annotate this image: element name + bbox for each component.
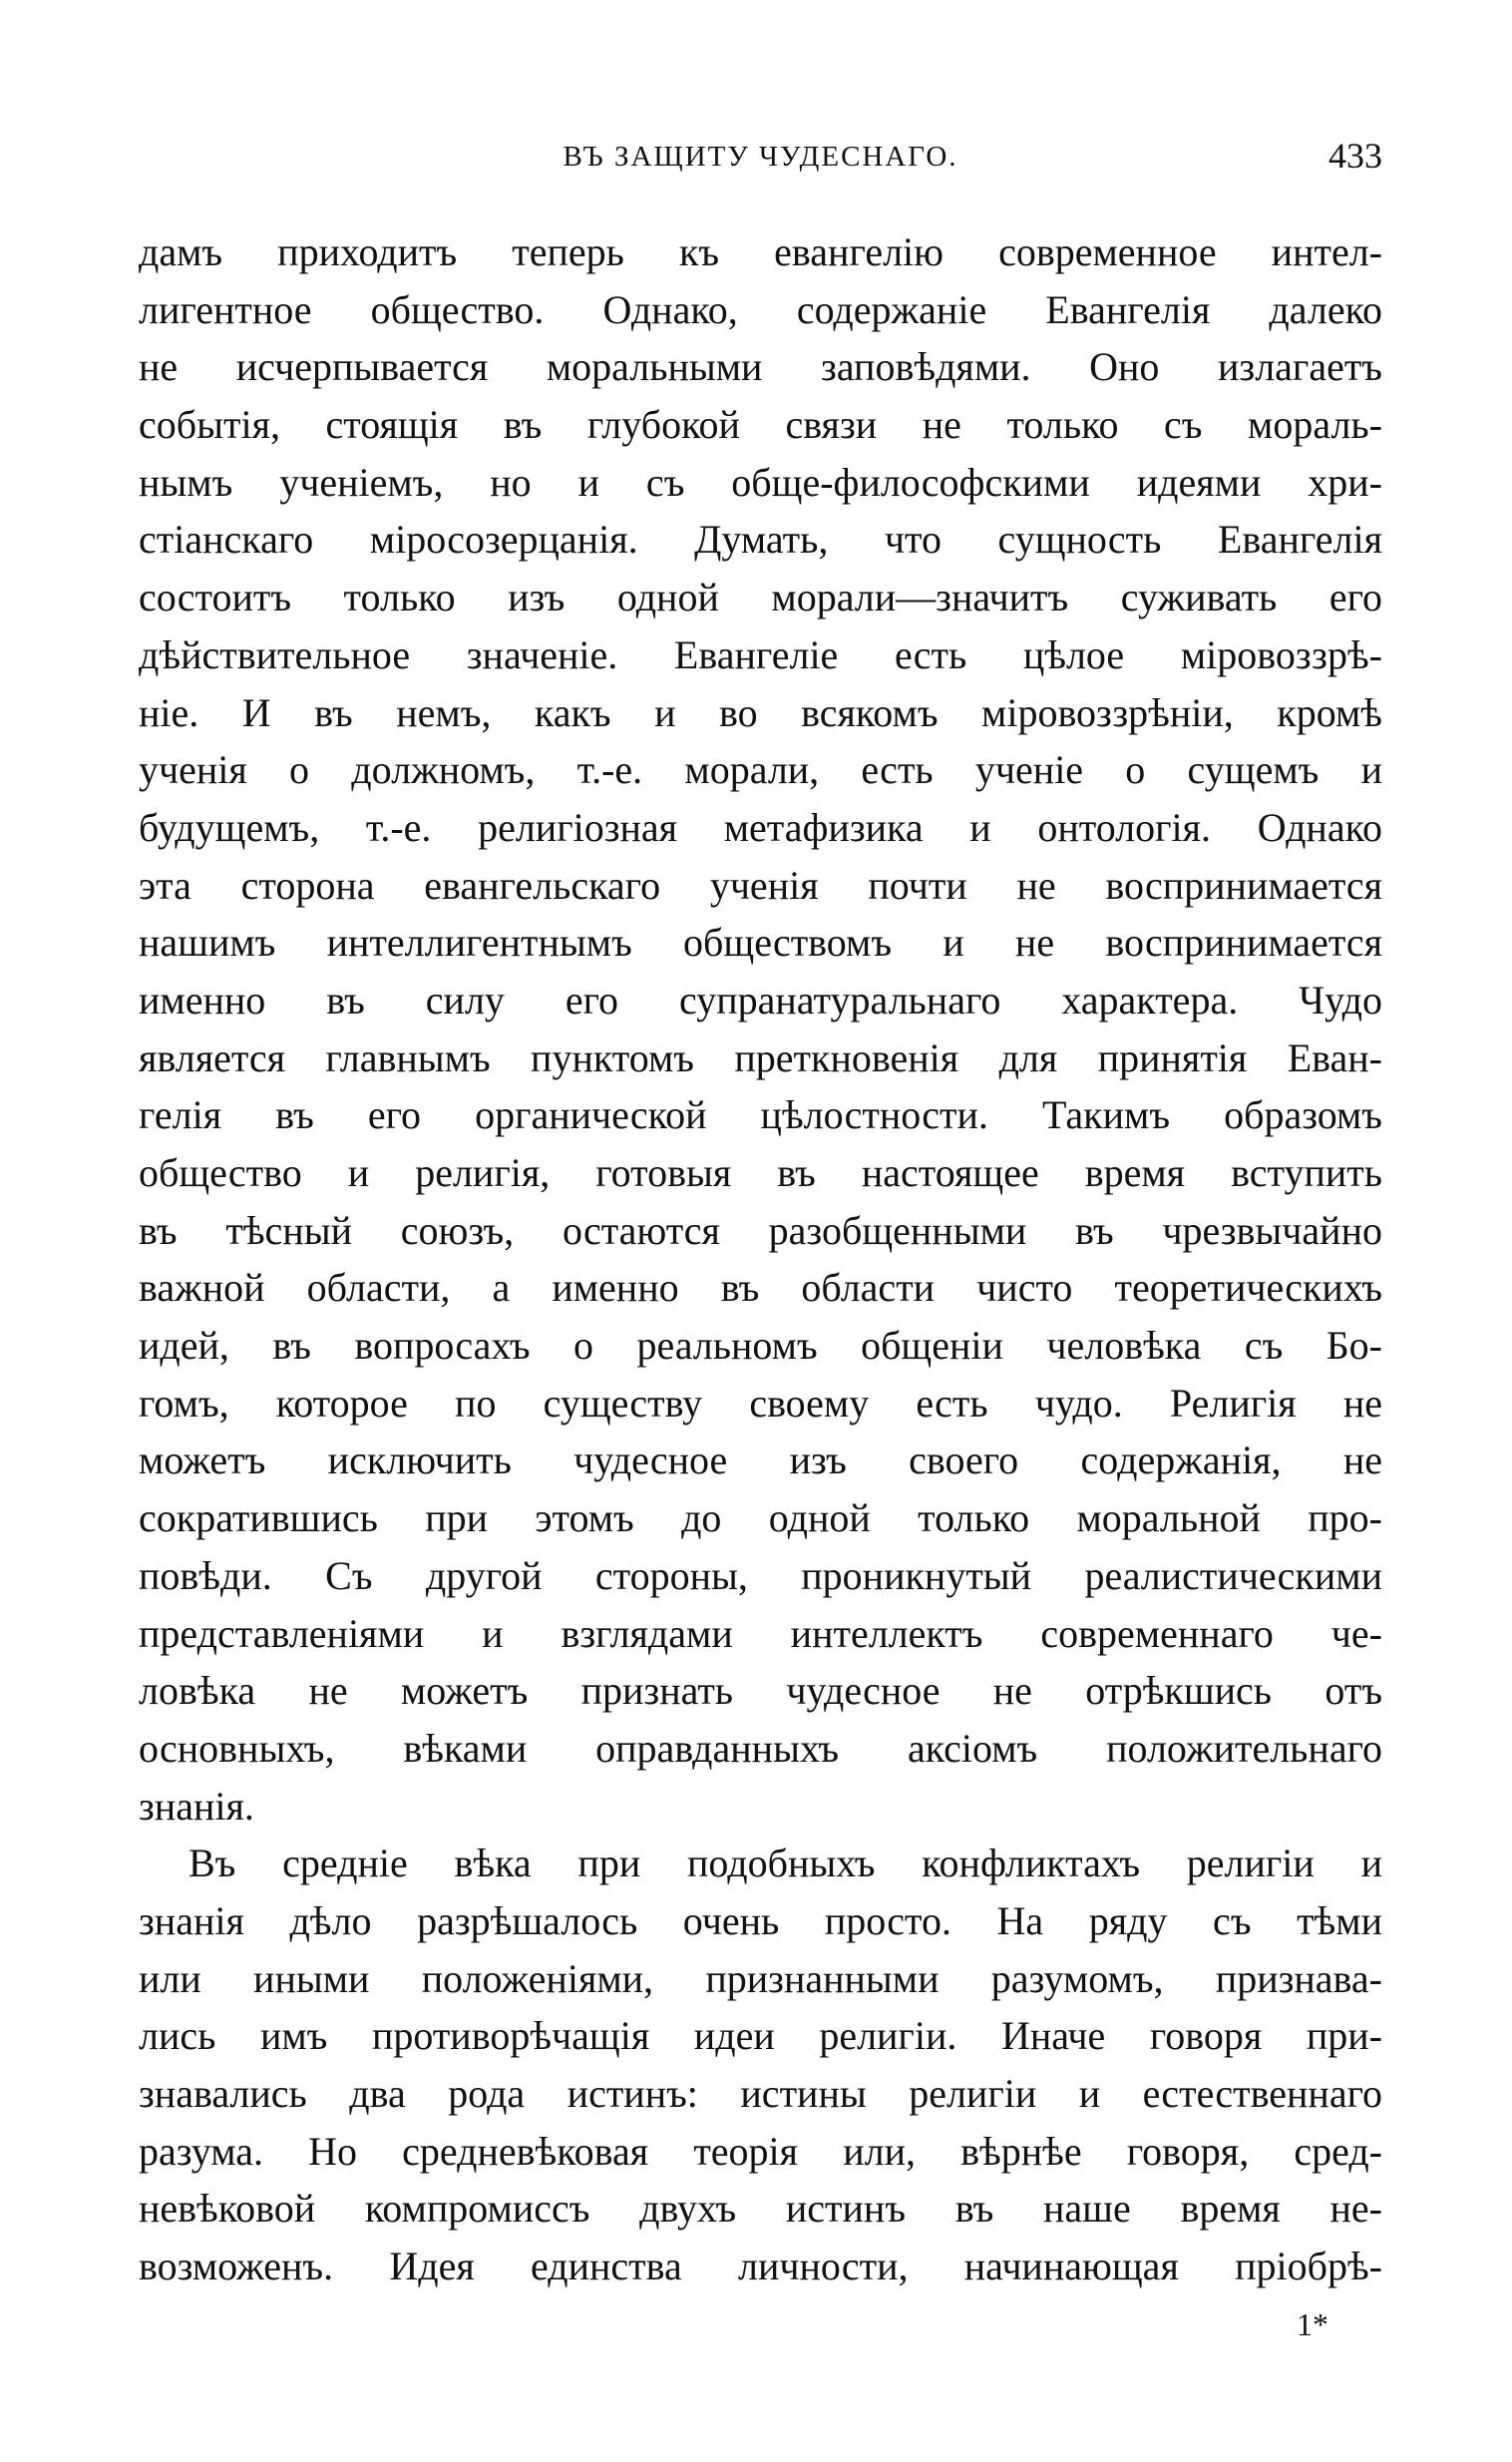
text-line: основныхъ, вѣками оправданныхъ аксіомъ положительнаго	[139, 1725, 1382, 1771]
text-line: знавались два рода истинъ: истины религіи и естественнаго	[139, 2071, 1382, 2116]
text-line: сократившись при этомъ до одной только моральной про-	[139, 1495, 1382, 1541]
page-body	[139, 223, 1382, 2295]
text-line: будущемъ, т.-е. религіозная метафизика и онтологія. Однако	[139, 804, 1382, 850]
text-line: знанія.	[139, 1783, 254, 1829]
text-line: ніе. И въ немъ, какъ и во всякомъ міровоззрѣніи, кромѣ	[139, 689, 1382, 735]
text-line: въ тѣсный союзъ, остаются разобщенными въ чрезвычайно	[139, 1207, 1382, 1253]
text-line: невѣковой компромиссъ двухъ истинъ въ наше время не-	[139, 2186, 1382, 2232]
text-line: является главнымъ пунктомъ преткновенія для принятія Еван-	[139, 1034, 1382, 1080]
text-line: можетъ исключить чудесное изъ своего содержанія, не	[139, 1437, 1382, 1483]
text-line: нымъ ученіемъ, но и съ обще-философскими идеями хри-	[139, 459, 1382, 505]
text-line: лигентное общество. Однако, содержаніе Евангелія далеко	[139, 286, 1382, 332]
text-line: состоитъ только изъ одной морали—значитъ суживать его	[139, 575, 1382, 620]
text-line: важной области, а именно въ области чисто теоретическихъ	[139, 1265, 1382, 1311]
text-line: разума. Но средневѣковая теорія или, вѣрнѣе говоря, сред-	[139, 2128, 1382, 2174]
text-line: ловѣка не можетъ признать чудесное не отрѣкшись отъ	[139, 1668, 1382, 1714]
text-line: ученія о должномъ, т.-е. морали, есть ученіе о сущемъ и	[139, 747, 1382, 793]
text-line: представленіями и взглядами интеллектъ современнаго че-	[139, 1610, 1382, 1656]
text-line: повѣди. Съ другой стороны, проникнутый реалистическими	[139, 1552, 1382, 1598]
text-line: возможенъ. Идея единства личности, начинающая пріобрѣ-	[139, 2244, 1382, 2289]
text-line: идей, въ вопросахъ о реальномъ общеніи человѣка съ Бо-	[139, 1323, 1382, 1369]
text-line: нашимъ интеллигентнымъ обществомъ и не воспринимается	[139, 920, 1382, 966]
running-title: ВЪ ЗАЩИТУ ЧУДЕСНАГО.	[563, 141, 958, 173]
text-line: именно въ силу его супранатуральнаго характера. Чудо	[139, 977, 1382, 1023]
signature-mark: 1*	[1297, 2306, 1328, 2342]
text-line: не исчерпывается моральными заповѣдями. Оно излагаетъ	[139, 344, 1382, 390]
text-line: гелія въ его органической цѣлостности. Такимъ образомъ	[139, 1092, 1382, 1138]
text-line: лись имъ противорѣчащія идеи религіи. Иначе говоря при-	[139, 2013, 1382, 2059]
text-line: знанія дѣло разрѣшалось очень просто. На ряду съ тѣми	[139, 1897, 1382, 1943]
text-line: дѣйствительное значеніе. Евангеліе есть цѣлое міровоззрѣ-	[139, 631, 1382, 677]
page-number: 433	[1328, 136, 1382, 176]
page-header	[139, 135, 1382, 185]
text-line: дамъ приходитъ теперь къ евангелію современное интел-	[139, 229, 1382, 274]
text-line: событія, стоящія въ глубокой связи не только съ мораль-	[139, 402, 1382, 448]
text-line: или иными положеніями, признанными разумомъ, признава-	[139, 1955, 1382, 2001]
text-line: Въ средніе вѣка при подобныхъ конфликтахъ религіи и	[189, 1841, 1382, 1886]
text-line: гомъ, которое по существу своему есть чудо. Религія не	[139, 1380, 1382, 1426]
text-line: эта сторона евангельскаго ученія почти не воспринимается	[139, 862, 1382, 908]
text-line: общество и религія, готовыя въ настоящее время вступить	[139, 1150, 1382, 1195]
text-line: стіанскаго міросозерцанія. Думать, что сущность Евангелія	[139, 517, 1382, 563]
